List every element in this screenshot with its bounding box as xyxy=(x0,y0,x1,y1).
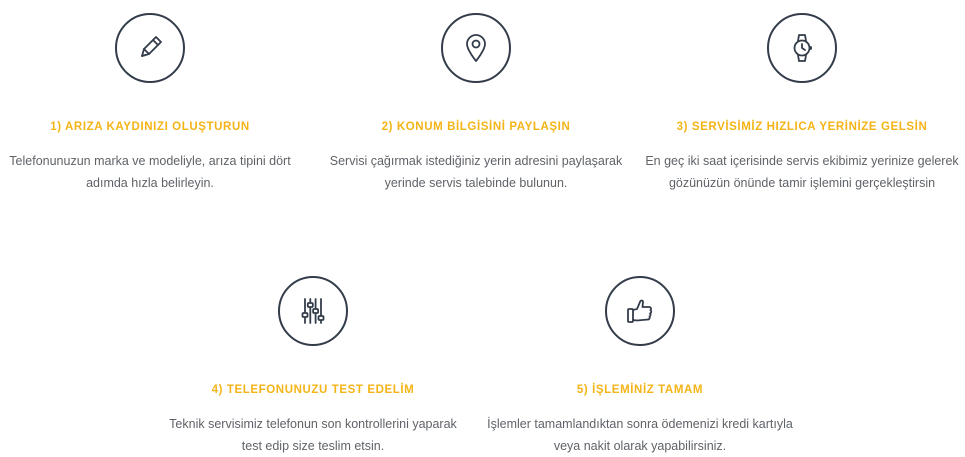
step-description: İşlemler tamamlandıktan sonra ödemenizi kredi kartıyla veya nakit olarak yapabilirsiniz. xyxy=(487,417,793,453)
step-1 xyxy=(0,13,300,194)
thumbs-up-icon xyxy=(605,276,675,346)
step-title: 3) SERVİSİMİZ HIZLICA YERİNİZE GELSİN xyxy=(676,121,928,133)
step-description: Servisi çağırmak istediğiniz yerin adresini paylaşarak yerinde servis talebinde bulunun. xyxy=(329,154,623,190)
step-description: Telefonunuzun marka ve modeliyle, arıza tipini dört adımda hızla belirleyin. xyxy=(9,154,291,190)
step-title: 2) KONUM BİLGİSİNİ PAYLAŞIN xyxy=(381,121,571,133)
step-3 xyxy=(645,13,959,194)
step-title: 4) TELEFONUNUZU TEST EDELİM xyxy=(211,384,415,396)
step-4 xyxy=(163,276,463,457)
step-5 xyxy=(487,276,793,457)
location-pin-icon xyxy=(441,13,511,83)
step-description: En geç iki saat içerisinde servis ekibimiz yerinize gelerek gözünüzün önünde tamir işlemini gerçekleştirsin xyxy=(645,154,959,190)
step-description: Teknik servisimiz telefonun son kontrollerini yaparak test edip size teslim etsin. xyxy=(169,417,457,453)
sliders-icon xyxy=(278,276,348,346)
step-title: 1) ARIZA KAYDINIZI OLUŞTURUN xyxy=(50,121,250,133)
pencil-icon xyxy=(115,13,185,83)
wristwatch-icon xyxy=(767,13,837,83)
step-2 xyxy=(326,13,626,194)
step-title: 5) İŞLEMİNİZ TAMAM xyxy=(576,384,704,396)
